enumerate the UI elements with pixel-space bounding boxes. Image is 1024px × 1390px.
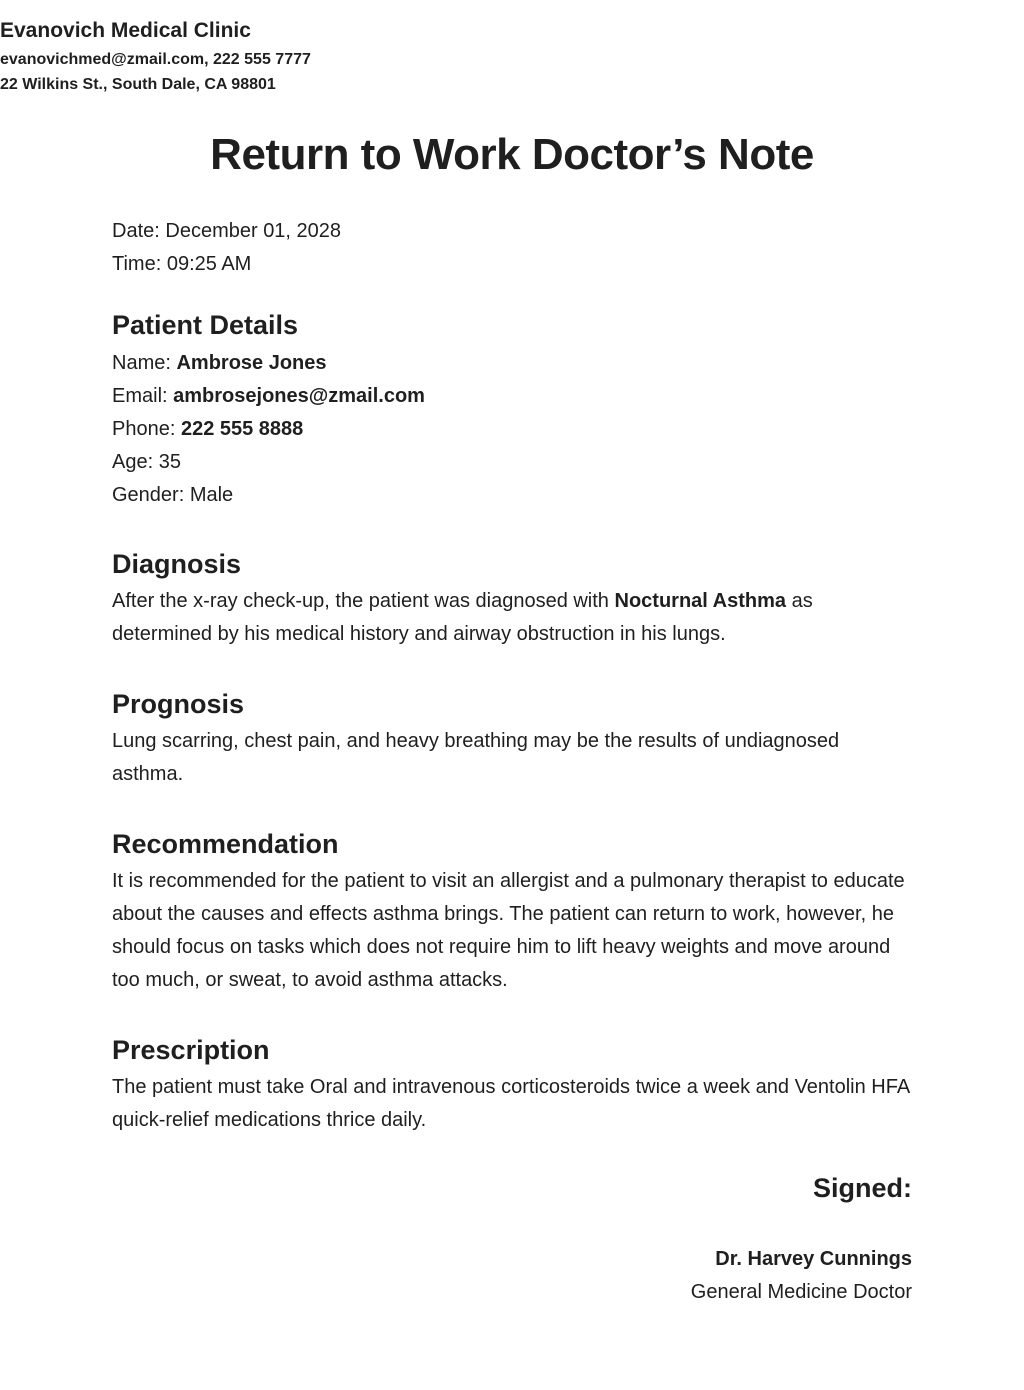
time-value: 09:25 AM [166,253,252,275]
diagnosis-text [112,585,912,651]
recommendation-text: It is recommended for the patient to visit an allergist and a pulmonary therapist to educate about the causes and effects asthma brings. The patient can return to work, however, he should focus on tasks which does not require him to lift heavy weights and move around too much, or sweat, to avoid asthma attacks. [112,870,905,991]
date-value: December 01, 2028 [165,220,342,242]
recommendation-heading: Recommendation [112,829,339,859]
patient-email-label: Email: [112,385,168,407]
diagnosis-text-before: After the x-ray check-up, the patient was diagnosed with [112,590,609,612]
time-line [112,251,251,277]
clinic-address: 22 Wilkins St., South Dale, CA 98801 [0,76,276,93]
patient-email-value: ambrosejones@zmail.com [173,385,425,407]
prognosis-heading: Prognosis [112,689,245,719]
doctor-title: General Medicine Doctor [690,1281,912,1303]
clinic-contact: evanovichmed@zmail.com, 222 555 7777 [0,51,311,68]
date-line [112,218,341,244]
diagnosis-condition: Nocturnal Asthma [614,590,787,612]
patient-phone-line [112,416,303,442]
patient-phone-label: Phone: [112,418,176,440]
patient-gender-value: Male [189,484,234,506]
doctor-name: Dr. Harvey Cunnings [715,1248,912,1270]
patient-email-line [112,383,425,409]
signed-label: Signed: [813,1173,912,1203]
date-label: Date: [112,220,160,242]
patient-details-heading: Patient Details [112,310,299,340]
patient-gender-label: Gender: [112,484,185,506]
diagnosis-text-after: as determined by his medical history and airway obstruction in his lungs. [112,590,813,645]
patient-age-value: 35 [158,451,181,473]
document-title: Return to Work Doctor’s Note [210,130,814,179]
clinic-name: Evanovich Medical Clinic [0,19,251,42]
prescription-heading: Prescription [112,1035,270,1065]
patient-name-line [112,350,327,376]
patient-phone-value: 222 555 8888 [180,418,304,440]
patient-age-label: Age: [112,451,154,473]
patient-name-label: Name: [112,352,171,374]
prognosis-text: Lung scarring, chest pain, and heavy breathing may be the results of undiagnosed asthma. [112,730,840,785]
patient-name-value: Ambrose Jones [176,352,327,374]
time-label: Time: [112,253,162,275]
patient-age-line [112,449,181,475]
diagnosis-heading: Diagnosis [112,549,242,579]
prescription-text: The patient must take Oral and intravenous corticosteroids twice a week and Ventolin HFA quick-relief medications thrice daily. [112,1076,910,1131]
patient-gender-line [112,482,233,508]
